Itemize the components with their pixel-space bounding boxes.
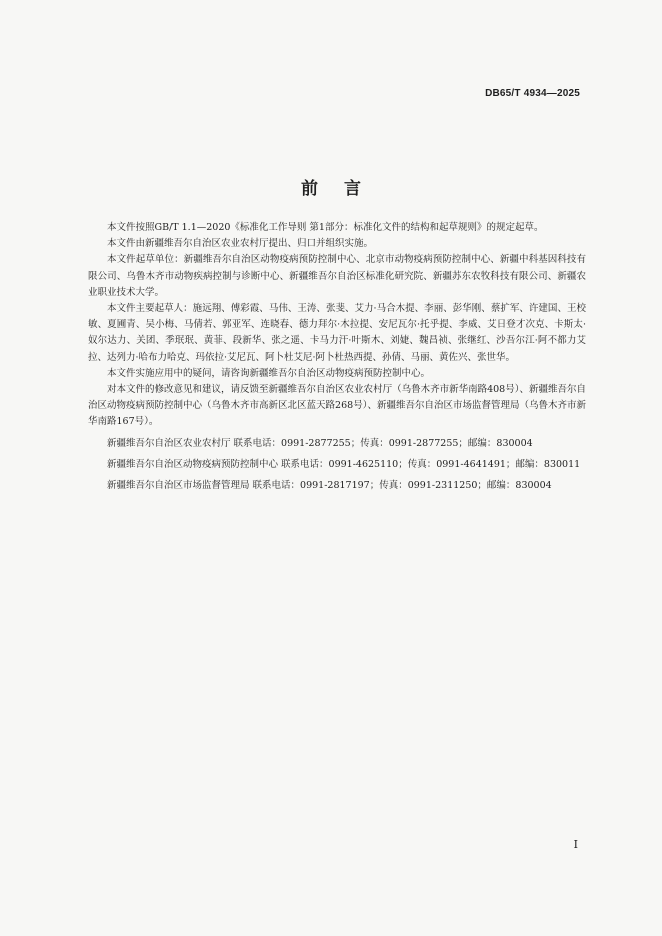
paragraph-feedback: 对本文件的修改意见和建议，请反馈至新疆维吾尔自治区农业农村厅（乌鲁木齐市新华南路408号）、新疆维吾尔自治区动物疫病预防控制中心（乌鲁木齐市高新区北区蓝天路268号）、新疆维吾尔自治区市场监督管理局（乌鲁木齐市新华南路167号）。 [88,384,586,428]
paragraph-drafting-rules: 本文件按照GB/T 1.1—2020《标准化工作导则 第1部分：标准化文件的结构和起草规则》的规定起草。 [107,222,544,233]
contact-line-agriculture: 新疆维吾尔自治区农业农村厅 联系电话：0991-2877255；传真：0991-2877255；邮编：830004 [107,437,533,449]
foreword-body [88,220,586,494]
paragraph-proposer: 本文件由新疆维吾尔自治区农业农村厅提出、归口并组织实施。 [107,238,374,250]
standard-code: DB65/T 4934—2025 [485,88,580,99]
section-heading: 前言 [301,179,387,199]
contact-line-market-supervision: 新疆维吾尔自治区市场监督管理局 联系电话：0991-2817197；传真：0991-2311250；邮编：830004 [107,480,552,492]
contact-line-disease-control: 新疆维吾尔自治区动物疫病预防控制中心 联系电话：0991-4625110；传真：0991-4641491；邮编：830011 [107,458,581,470]
page-number: I [573,838,578,851]
paragraph-drafting-units: 本文件起草单位：新疆维吾尔自治区动物疫病预防控制中心、北京市动物疫病预防控制中心、新疆中科基因科技有限公司、乌鲁木齐市动物疾病控制与诊断中心、新疆维吾尔自治区标准化研究院、新疆苏东农牧科技有限公司、新疆农业职业技术大学。 [88,254,586,298]
paragraph-drafters: 本文件主要起草人：施远翔、傅彩霞、马伟、王涛、张斐、艾力·马合木提、李丽、彭华刚、蔡扩军、许建国、王校敏、夏圃青、吴小梅、马倩若、郭亚军、连晓春、德力拜尔·木拉提、安尼瓦尔·托乎提、李威、艾日登才次克、卡斯太·奴尔达力、关团、季珉珉、黄菲、段新华、张之遥、卡马力汗·叶斯木、刘婕、魏昌祯、张继红、沙吾尔江·阿不都力艾拉、达列力·哈布力哈克、玛依拉·艾尼瓦、阿卜杜艾尼·阿卜杜热西提、孙倩、马丽、黄佐兴、张世华。 [88,303,586,363]
paragraph-inquiry: 本文件实施应用中的疑问，请咨询新疆维吾尔自治区动物疫病预防控制中心。 [107,367,431,379]
